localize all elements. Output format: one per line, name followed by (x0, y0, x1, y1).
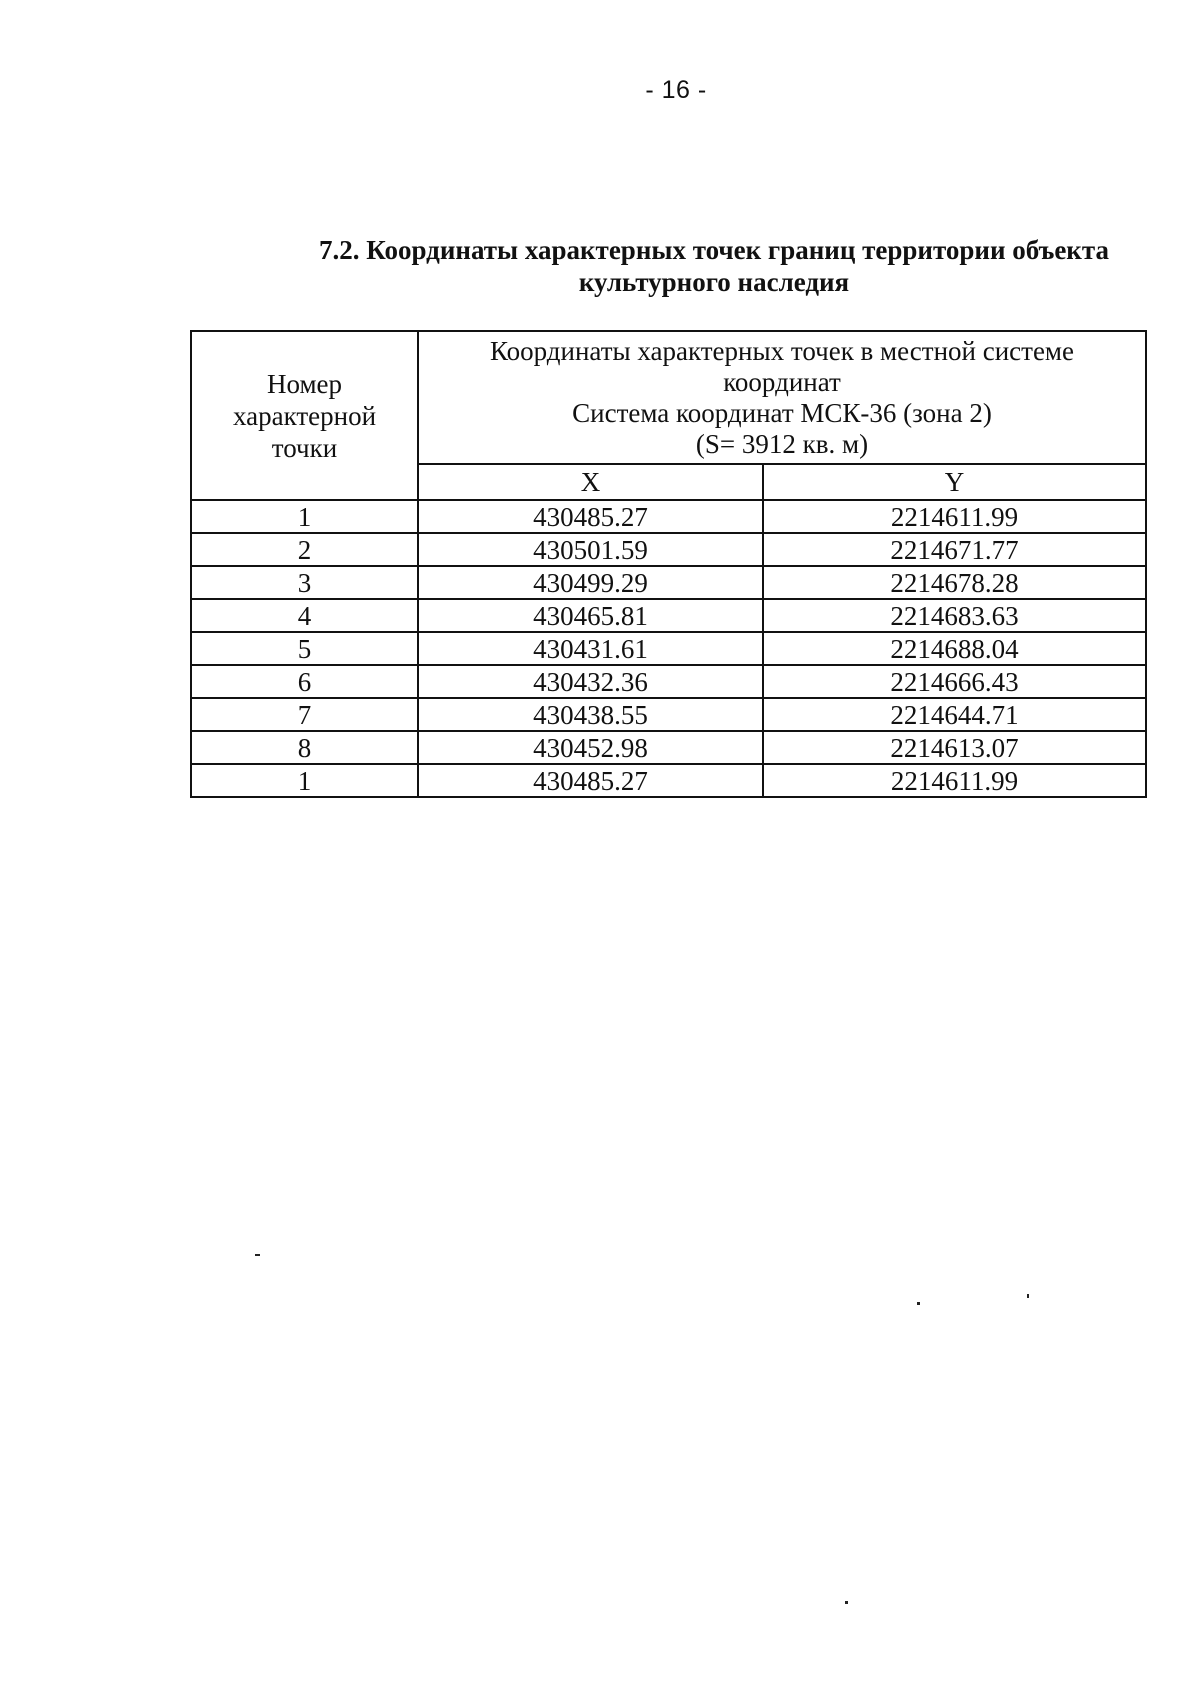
y-column-header: Y (763, 464, 1146, 500)
point-number-cell: 3 (191, 566, 418, 599)
point-number-cell: 1 (191, 500, 418, 533)
y-coordinate-cell: 2214671.77 (763, 533, 1146, 566)
scan-speck (845, 1601, 848, 1604)
coordinates-table (190, 330, 1147, 798)
y-coordinate-cell: 2214611.99 (763, 764, 1146, 797)
point-number-cell: 6 (191, 665, 418, 698)
x-coordinate-cell: 430485.27 (418, 500, 763, 533)
point-number-cell: 8 (191, 731, 418, 764)
coordinates-header-line-3: Система координат МСК-36 (зона 2) (572, 397, 992, 428)
scan-speck (255, 1254, 260, 1256)
point-number-cell: 7 (191, 698, 418, 731)
table-row (191, 500, 1146, 533)
scan-speck (917, 1302, 920, 1305)
x-coordinate-cell: 430499.29 (418, 566, 763, 599)
table-row (191, 632, 1146, 665)
table-row (191, 731, 1146, 764)
coordinates-header-line-4: (S= 3912 кв. м) (695, 428, 869, 459)
table-row (191, 599, 1146, 632)
point-number-cell: 2 (191, 533, 418, 566)
point-number-cell: 1 (191, 764, 418, 797)
y-coordinate-cell: 2214613.07 (763, 731, 1146, 764)
x-coordinate-cell: 430465.81 (418, 599, 763, 632)
table-row (191, 665, 1146, 698)
table-row (191, 698, 1146, 731)
point-number-header-line-2: характерной (232, 400, 377, 431)
x-column-header: X (418, 464, 763, 500)
table-row (191, 533, 1146, 566)
y-coordinate-cell: 2214666.43 (763, 665, 1146, 698)
point-number-cell: 5 (191, 632, 418, 665)
page-number: - 16 - (645, 76, 707, 104)
scan-speck (1027, 1294, 1029, 1298)
point-number-header (191, 331, 418, 500)
x-coordinate-cell: 430432.36 (418, 665, 763, 698)
y-coordinate-cell: 2214683.63 (763, 599, 1146, 632)
section-heading (284, 234, 1144, 298)
section-heading-line-2: культурного наследия (578, 267, 850, 297)
table-row (191, 764, 1146, 797)
point-number-cell: 4 (191, 599, 418, 632)
section-heading-line-1: 7.2. Координаты характерных точек границ территории объекта (319, 235, 1109, 265)
table-row (191, 566, 1146, 599)
y-coordinate-cell: 2214678.28 (763, 566, 1146, 599)
y-coordinate-cell: 2214644.71 (763, 698, 1146, 731)
x-coordinate-cell: 430431.61 (418, 632, 763, 665)
coordinates-header-line-2: координат (723, 366, 841, 397)
x-coordinate-cell: 430452.98 (418, 731, 763, 764)
point-number-header-line-3: точки (271, 432, 338, 463)
y-coordinate-cell: 2214611.99 (763, 500, 1146, 533)
y-coordinate-cell: 2214688.04 (763, 632, 1146, 665)
x-coordinate-cell: 430501.59 (418, 533, 763, 566)
point-number-header-line-1: Номер (266, 368, 343, 399)
x-coordinate-cell: 430438.55 (418, 698, 763, 731)
x-coordinate-cell: 430485.27 (418, 764, 763, 797)
coordinates-header-line-1: Координаты характерных точек в местной системе (489, 335, 1075, 366)
coordinates-group-header (418, 331, 1146, 464)
